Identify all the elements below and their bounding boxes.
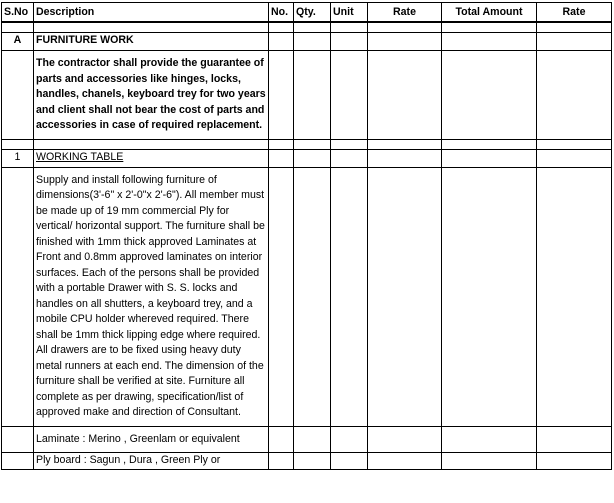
header-total-amount: Total Amount [442,3,537,23]
guarantee-row [2,51,612,140]
guarantee-text: The contractor shall provide the guarantee of parts and accessories like hinges, locks, handles, chanels, keyboard trey for two years and client shall not bear the cost of parts and accessories in case of required replacement. [34,51,269,140]
item-specification: Supply and install following furniture of dimensions(3'-6" x 2'-0"x 2'-6"). All member must be made up of 19 mm commercial Ply for vertical/ horizontal support. The furniture shall be finished with 1mm thick approved Laminates at Front and 0.8mm approved laminates on interior surfaces. Each of the persons shall be provided with a portable Drawer with S. S. locks and handles on all shutters, a keyboard trey, and a mobile CPU holder whereved required. There shall be 1mm thick lipping edge where required. All drawers are to be fixed using heavy duty metal runners at each end. The dimension of the furniture shall be verified at site. Furniture all complete as per drawing, specification/list of approved make and direction of Consultant. [34,167,269,426]
header-rate-2: Rate [537,3,612,23]
item-title: WORKING TABLE [34,149,269,167]
header-sno: S.No [2,3,34,23]
blank-row [2,139,612,149]
header-row [2,3,612,23]
header-description: Description [34,3,269,23]
header-qty: Qty. [294,3,331,23]
blank-row [2,22,612,33]
boq-table [1,2,612,470]
section-row [2,33,612,51]
header-rate: Rate [368,3,442,23]
item-spec-row [2,167,612,426]
laminate-spec: Laminate : Merino , Greenlam or equivalent [34,426,269,453]
ply-board-spec: Ply board : Sagun , Dura , Green Ply or [34,453,269,470]
header-unit: Unit [331,3,368,23]
ply-board-row [2,453,612,470]
laminate-row [2,426,612,453]
item-sno: 1 [2,149,34,167]
section-title: FURNITURE WORK [34,33,269,51]
section-sno: A [2,33,34,51]
header-no: No. [269,3,294,23]
item-row [2,149,612,167]
